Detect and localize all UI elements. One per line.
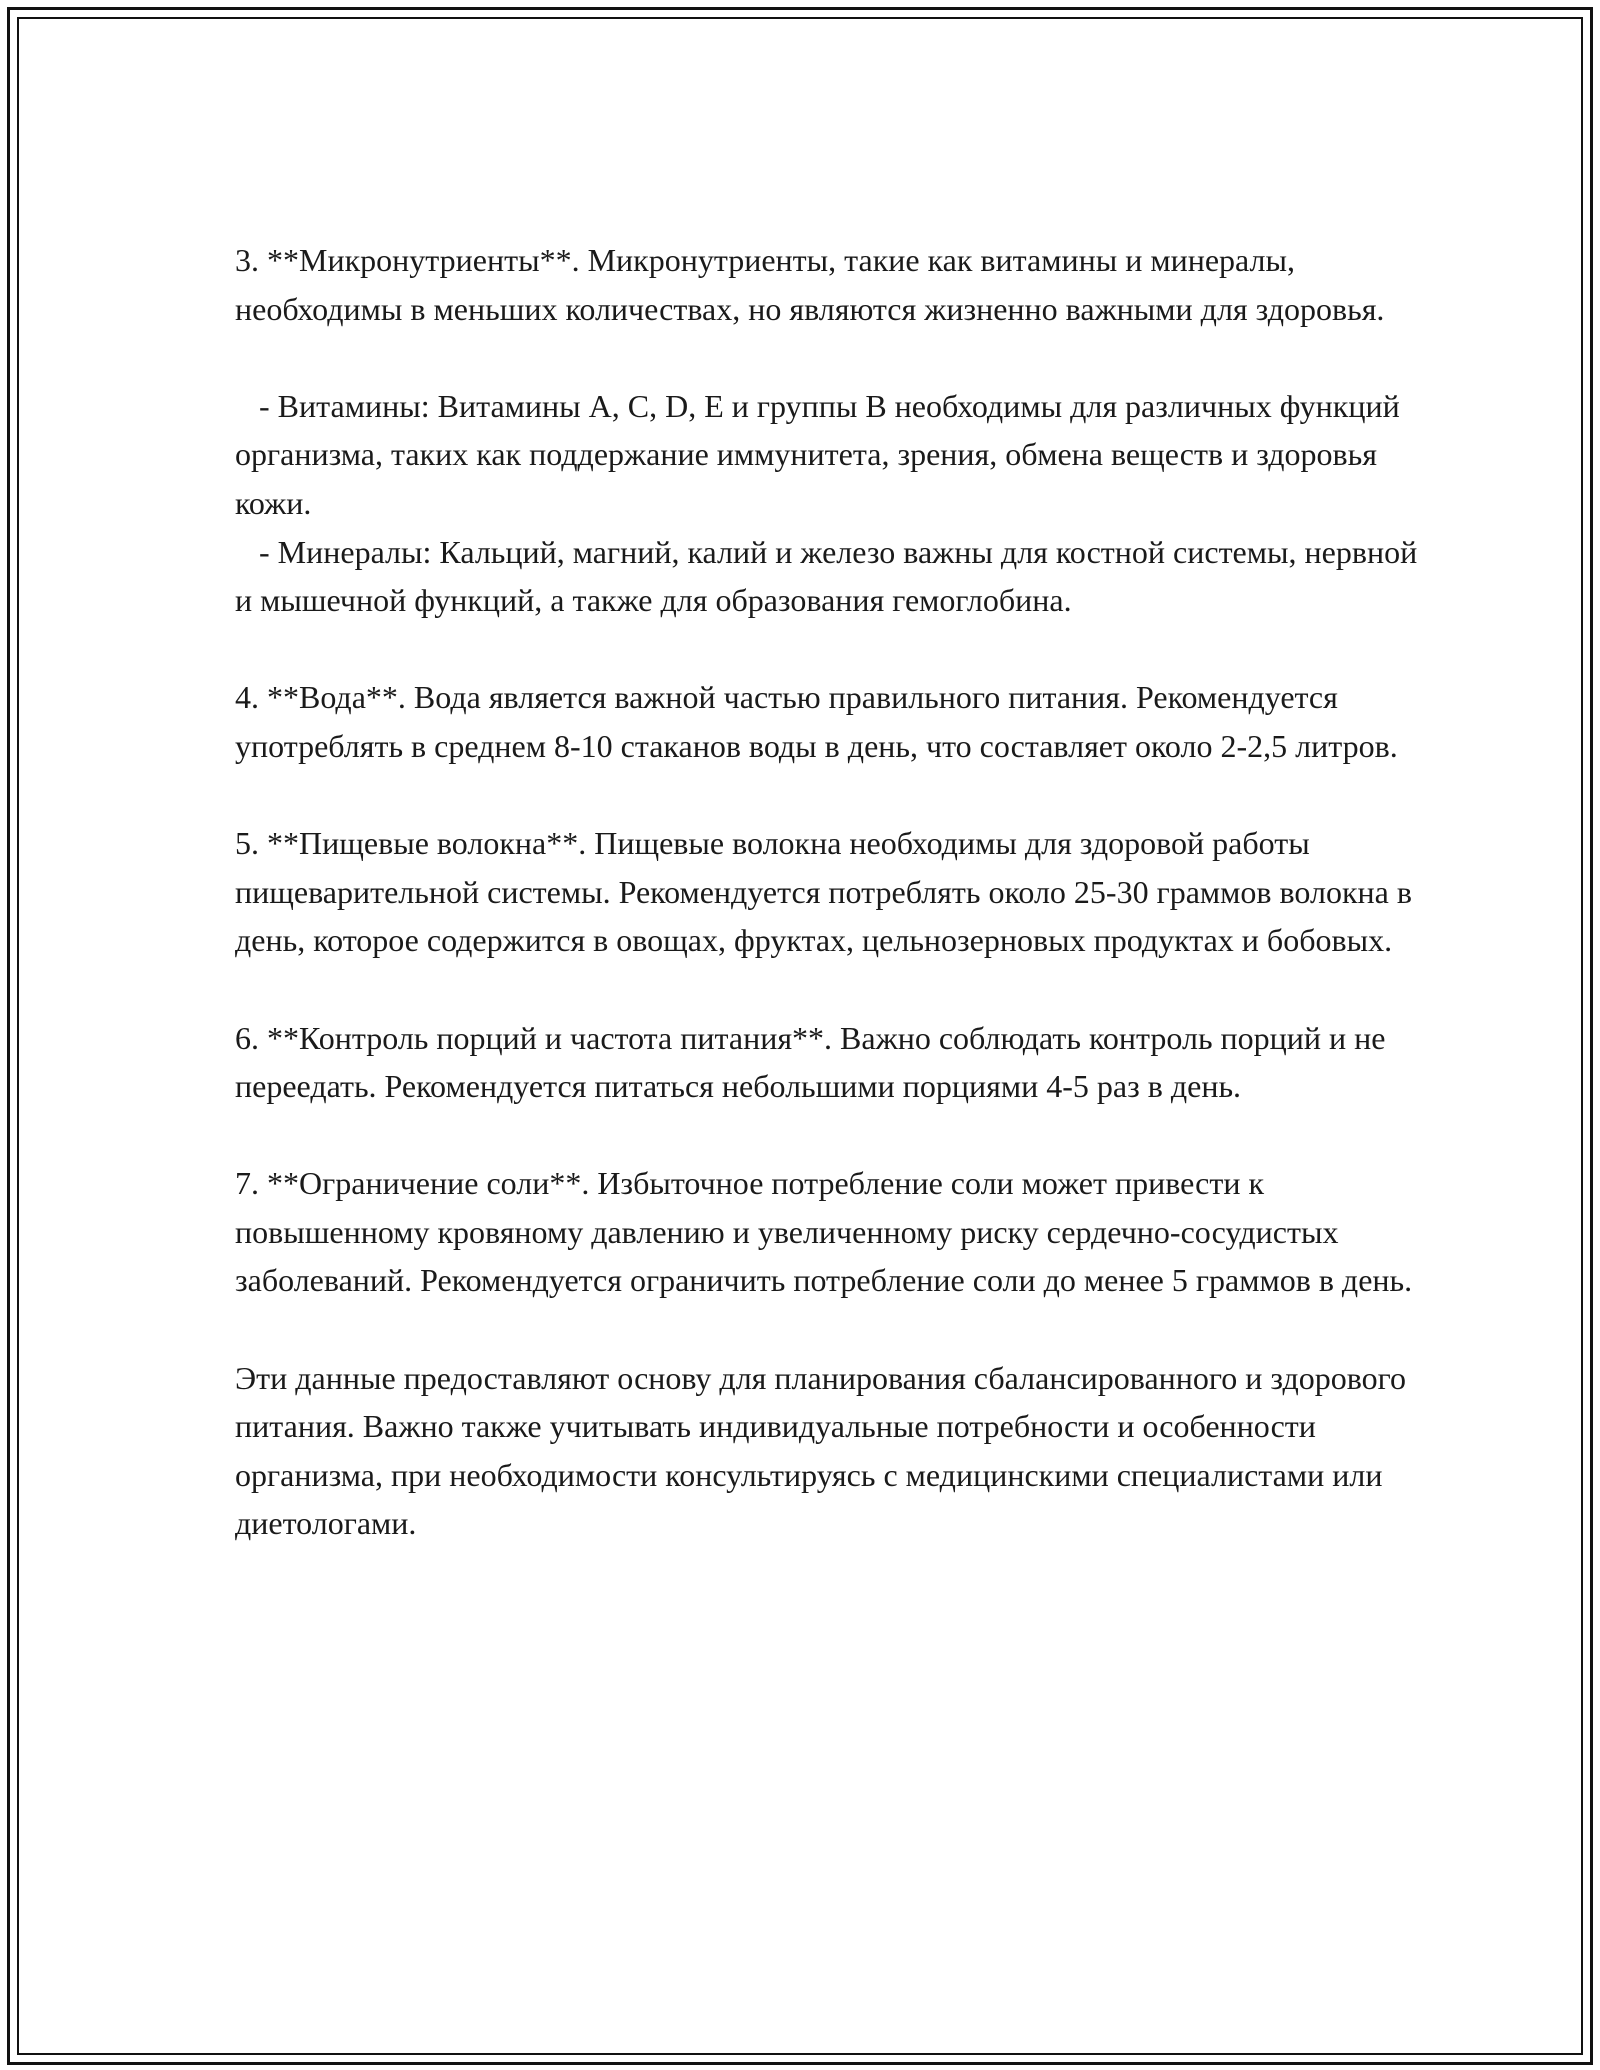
paragraph-conclusion: Эти данные предоставляют основу для планирования сбалансированного и здорового питания. Важно также учитывать индивидуальные потребности и особенности организма, при необходимости консультируясь с медицинскими специалистами или диетологами. bbox=[235, 1359, 1414, 1542]
paragraph-micronutrients: 3. **Микронутриенты**. Микронутриенты, такие как витамины и минералы, необходимы в меньших количествах, но являются жизненно важными для здоровья. bbox=[235, 242, 1385, 327]
paragraph-salt-limit: 7. **Ограничение соли**. Избыточное потребление соли может привести к повышенному кровяному давлению и увеличенному риску сердечно-сосудистых заболеваний. Рекомендуется ограничить потребление соли до менее 5 граммов в день. bbox=[235, 1165, 1413, 1299]
paragraph-fiber: 5. **Пищевые волокна**. Пищевые волокна необходимы для здоровой работы пищеварительной системы. Рекомендуется потреблять около 25-30 граммов волокна в день, которое содержится в овощах, фруктах, цельнозерновых продуктах и бобовых. bbox=[235, 825, 1420, 959]
paragraph-vitamins: - Витамины: Витамины A, C, D, E и группы B необходимы для различных функций организма, таких как поддержание иммунитета, зрения, обмена веществ и здоровья кожи. bbox=[235, 387, 1408, 521]
paragraph-portion-control: 6. **Контроль порций и частота питания**. Важно соблюдать контроль порций и не переедать. Рекомендуется питаться небольшими порциями 4-5 раз в день. bbox=[235, 1019, 1394, 1105]
paragraph-minerals: - Минералы: Кальций, магний, калий и железо важны для костной системы, нервной и мышечной функций, а также для образования гемоглобина. bbox=[235, 533, 1426, 619]
document-body bbox=[235, 236, 1425, 1548]
paragraph-water: 4. **Вода**. Вода является важной частью правильного питания. Рекомендуется употреблять в среднем 8-10 стаканов воды в день, что составляет около 2-2,5 литров. bbox=[235, 679, 1398, 764]
